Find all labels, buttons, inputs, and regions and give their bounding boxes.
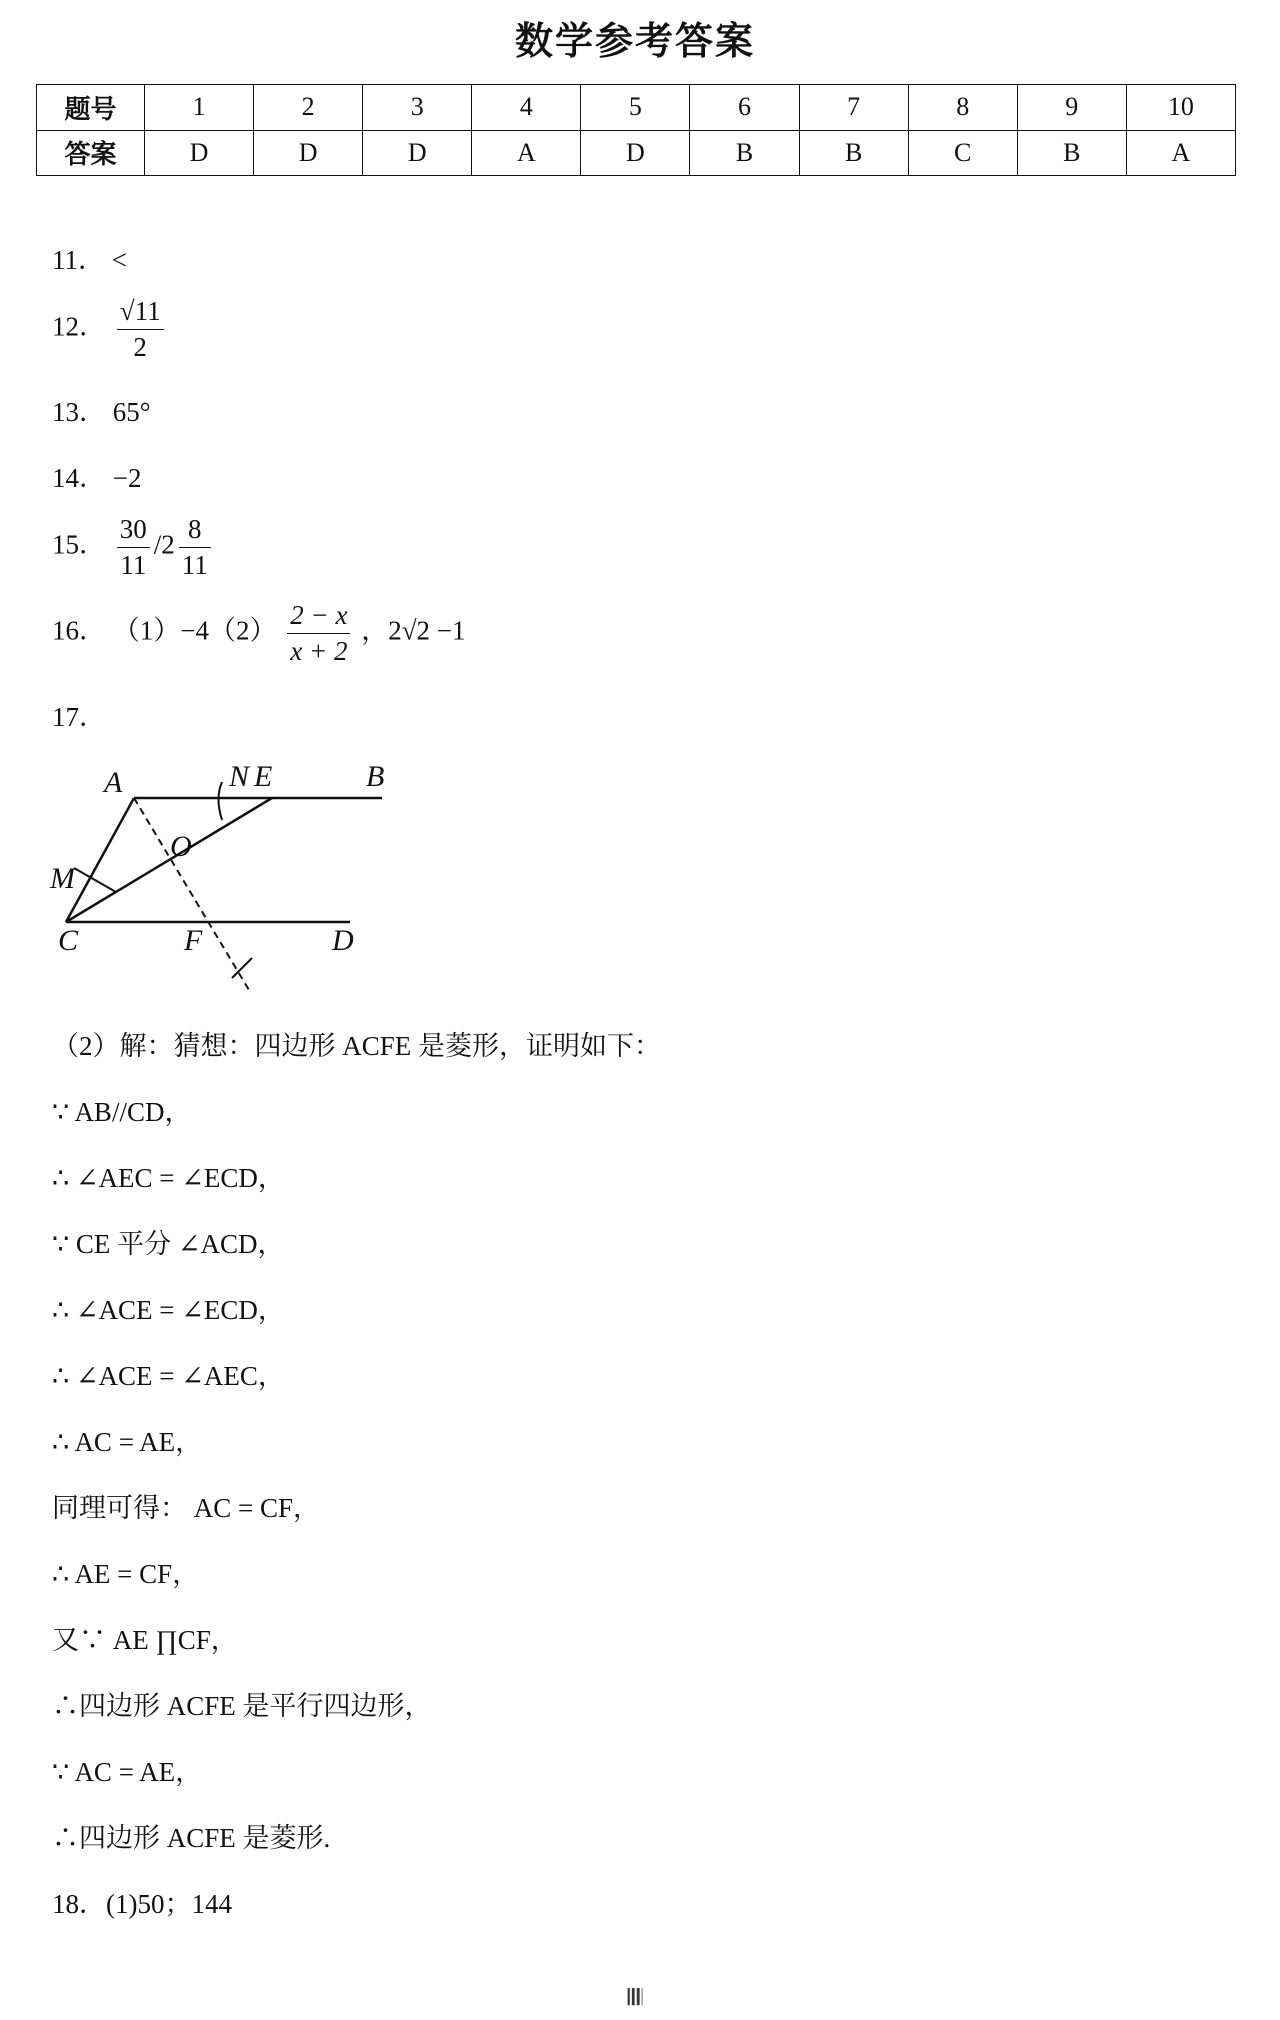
table-row-numbers — [37, 85, 1236, 131]
proof-line: ∵ CE 平分 ∠ACD， — [52, 1229, 285, 1259]
label-d: D — [332, 924, 354, 957]
table-row-answers — [37, 130, 1236, 176]
table-cell-number: 6 — [690, 85, 799, 131]
table-cell-number: 1 — [145, 85, 254, 131]
table-cell-number: 5 — [581, 85, 690, 131]
question-number: 12． — [52, 311, 106, 342]
answer-text: −2 — [112, 463, 142, 493]
table-cell-answer: A — [472, 130, 581, 176]
label-n: N — [229, 760, 250, 793]
answer-separator: /2 — [153, 529, 175, 560]
page-title: 数学参考答案 — [514, 19, 755, 63]
label-c: C — [58, 924, 79, 957]
label-f: F — [184, 924, 203, 957]
proof-line: ∴四边形 ACFE 是菱形. — [52, 1823, 331, 1853]
table-cell-number: 10 — [1126, 85, 1235, 131]
question-number: 13． — [52, 397, 106, 427]
label-e: E — [254, 760, 273, 793]
label-o: O — [170, 830, 192, 863]
proof-line: 又∵ AE ∏CF， — [52, 1625, 238, 1655]
fraction-denominator: 11 — [181, 550, 208, 580]
table-cell-answer: D — [363, 130, 472, 176]
label-m: M — [50, 862, 75, 895]
answer-14 — [52, 456, 141, 495]
proof-line: ∴ AE = CF， — [52, 1559, 200, 1589]
proof-line: （2）解：猜想：四边形 ACFE 是菱形，证明如下： — [52, 1031, 662, 1061]
fraction — [179, 514, 211, 581]
fraction-numerator: 30 — [117, 514, 150, 548]
table-header-label: 题号 — [37, 85, 145, 131]
fraction-denominator: x + 2 — [290, 636, 348, 666]
geometry-figure — [44, 760, 404, 990]
answer-text: < — [111, 245, 127, 275]
line-ac — [66, 798, 134, 922]
proof-line: ∵ AB//CD， — [52, 1097, 192, 1127]
fraction-denominator: 2 — [133, 332, 147, 362]
question-number: 14． — [52, 463, 106, 493]
fraction — [117, 296, 164, 363]
proof-line: ∴ ∠ACE = ∠ECD， — [52, 1295, 285, 1325]
proof-line: ∴四边形 ACFE 是平行四边形， — [52, 1691, 432, 1721]
proof-line: ∴ ∠AEC = ∠ECD， — [52, 1163, 285, 1193]
answer-17 — [52, 695, 106, 734]
table-cell-answer: B — [690, 130, 799, 176]
proof-line: ∴ ∠ACE = ∠AEC， — [52, 1361, 285, 1391]
answer-table — [36, 84, 1236, 176]
answer-12 — [52, 296, 168, 363]
proof-line: ∵ AC = AE， — [52, 1757, 203, 1787]
label-b: B — [366, 760, 385, 793]
table-cell-answer: B — [799, 130, 908, 176]
answer-16 — [52, 600, 466, 667]
fraction-numerator: √11 — [117, 296, 164, 330]
table-cell-number: 7 — [799, 85, 908, 131]
table-cell-number: 8 — [908, 85, 1017, 131]
fraction-numerator: 8 — [179, 514, 211, 548]
line-af-dashed — [134, 798, 249, 990]
table-cell-answer: C — [908, 130, 1017, 176]
table-cell-number: 9 — [1017, 85, 1126, 131]
answer-11 — [52, 238, 127, 277]
table-cell-number: 3 — [363, 85, 472, 131]
table-cell-number: 2 — [254, 85, 363, 131]
answer-18: 18．(1)50；144 — [52, 1889, 232, 1919]
table-cell-answer: A — [1126, 130, 1235, 176]
arc-mark-n — [219, 782, 223, 820]
question-number: 17． — [52, 702, 106, 732]
page-footer: 𝄃𝄃𝄃 — [627, 1986, 643, 2011]
answer-part: ，2√2 −1 — [361, 615, 466, 646]
proof-line: ∴ AC = AE， — [52, 1427, 203, 1457]
fraction-numerator: 2 − x — [287, 600, 350, 634]
question-number: 16． — [52, 615, 106, 646]
proof-line: 同理可得： AC = CF， — [52, 1493, 321, 1523]
line-ce — [66, 798, 272, 922]
table-cell-answer: B — [1017, 130, 1126, 176]
question-number: 15． — [52, 529, 106, 560]
table-cell-answer: D — [254, 130, 363, 176]
answer-13 — [52, 390, 151, 429]
table-cell-answer: D — [581, 130, 690, 176]
question-number: 11． — [52, 245, 105, 275]
table-answer-label: 答案 — [37, 130, 145, 176]
table-cell-answer: D — [145, 130, 254, 176]
fraction — [287, 600, 350, 667]
label-a: A — [104, 766, 123, 799]
table-cell-number: 4 — [472, 85, 581, 131]
fraction-denominator: 11 — [120, 550, 147, 580]
answer-15 — [52, 514, 215, 581]
answer-text: 65° — [112, 397, 151, 427]
fraction — [117, 514, 150, 581]
answer-part: （1）−4（2） — [112, 615, 277, 646]
